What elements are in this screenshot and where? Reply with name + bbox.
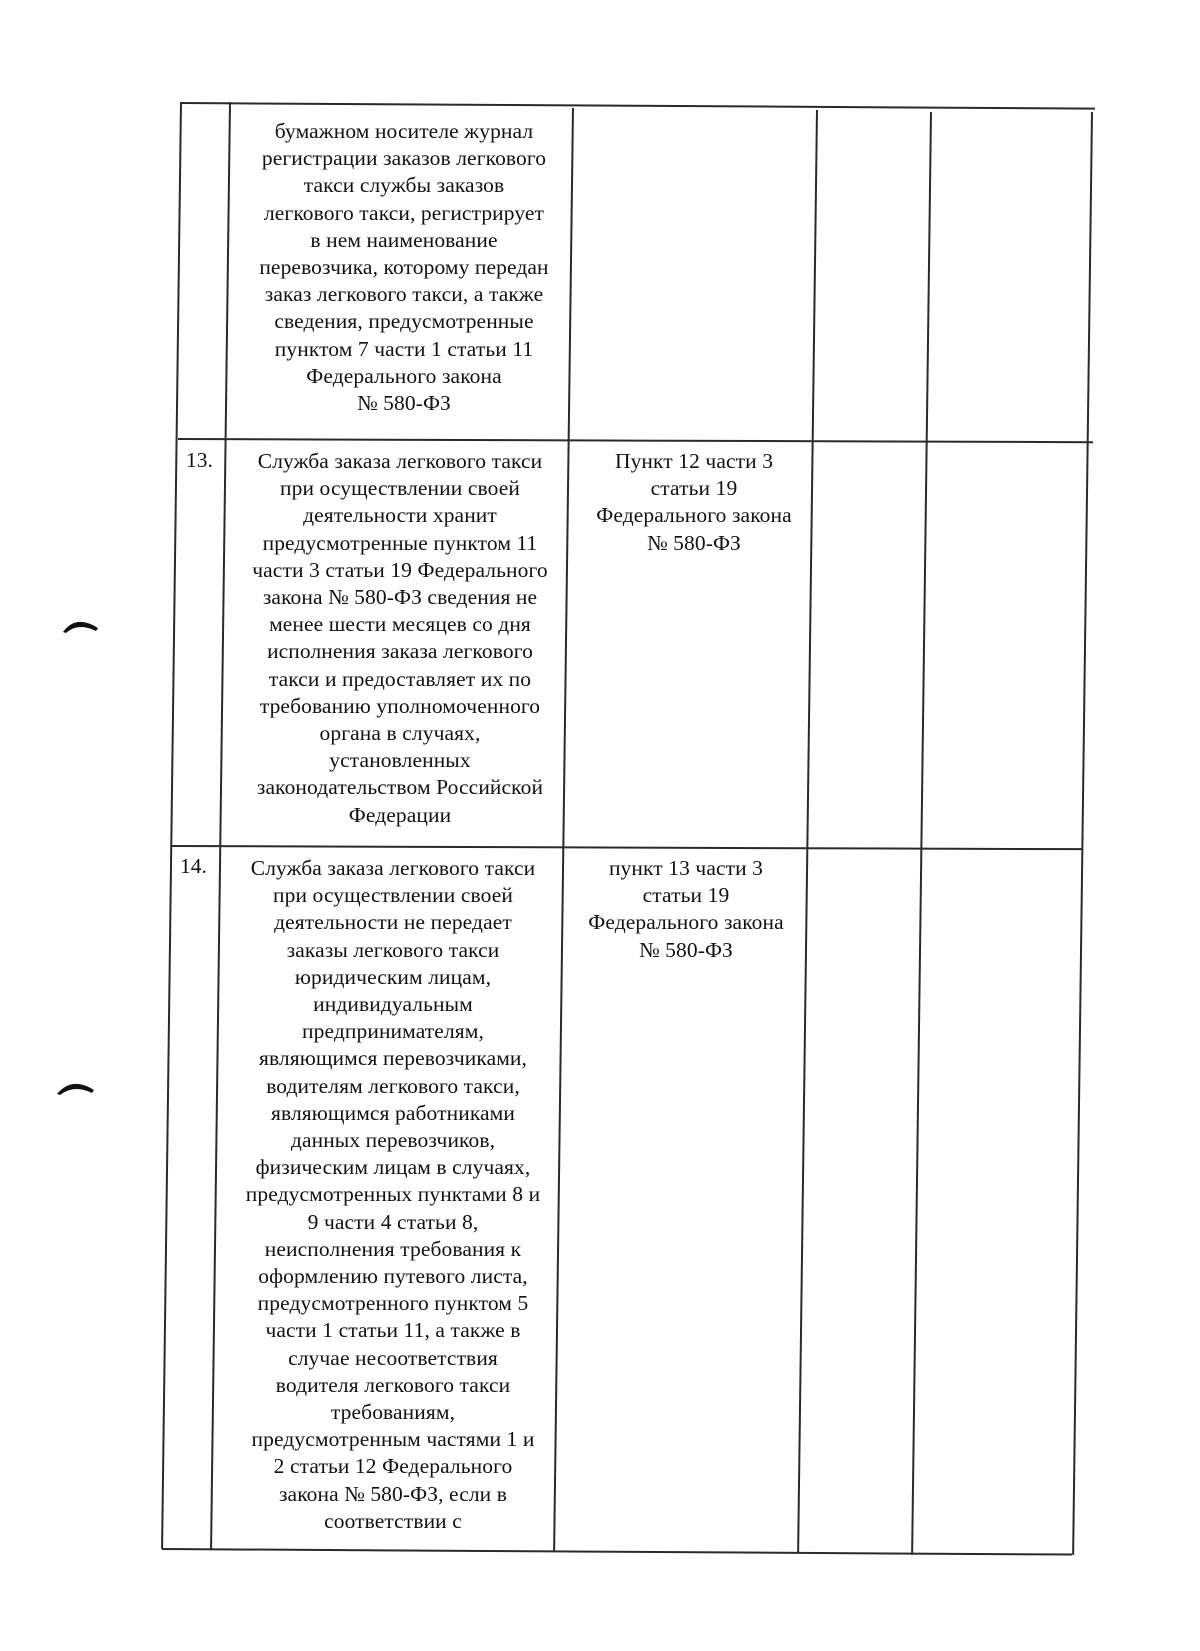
row-13-reference — [574, 448, 814, 557]
text-line: установленных — [329, 748, 471, 773]
text-line: Федерации — [348, 802, 452, 827]
row-14-reference — [566, 855, 806, 964]
column-rule-1 — [161, 102, 182, 1549]
text-line: законодательством Российской — [256, 775, 544, 800]
text-line: предпринимателям, — [302, 1019, 484, 1044]
text-line: бумажном носителе журнал — [274, 119, 534, 143]
text-line: пунктом 7 части 1 статьи 11 — [274, 336, 534, 361]
text-line: органа в случаях, — [319, 721, 481, 746]
text-line: неисполнения требования к — [264, 1236, 522, 1261]
table-border-bottom — [162, 1548, 1072, 1555]
text-line: случае несоответствия — [288, 1345, 498, 1370]
column-rule-6 — [1072, 112, 1092, 1555]
text-line: оформлению путевого листа, — [258, 1264, 528, 1289]
text-line: регистрации заказов легкового — [261, 146, 547, 171]
text-line: закона № 580-ФЗ сведения не — [262, 585, 538, 610]
text-line: сведения, предусмотренные — [274, 309, 534, 334]
row-divider-13 — [178, 438, 1093, 443]
text-line: пункт 13 части 3 — [608, 856, 764, 880]
text-line: части 1 статьи 11, а также в — [265, 1318, 521, 1343]
text-line: перевозчика, которому передан — [259, 255, 549, 280]
punch-hole-mark-upper — [62, 612, 100, 634]
text-line: водителя легкового такси — [275, 1372, 511, 1397]
text-line: при осуществлении своей — [273, 883, 513, 908]
text-line: являющимся работниками — [271, 1100, 515, 1125]
text-line: статьи 19 — [642, 883, 730, 908]
text-line: Федерального закона — [596, 503, 792, 528]
row-number-13: 13. — [186, 448, 213, 472]
table-border-top — [181, 102, 1095, 109]
row-1-requirement — [235, 118, 573, 417]
text-line: такси службы заказов — [303, 173, 505, 198]
text-line: легкового такси, регистрирует — [263, 200, 545, 225]
text-line: закона № 580-ФЗ, если в — [278, 1481, 508, 1506]
text-line: № 580-ФЗ — [357, 391, 451, 416]
text-line: соответствии с — [324, 1508, 462, 1533]
column-rule-4 — [797, 110, 817, 1553]
text-line: заказ легкового такси, а также — [264, 282, 544, 307]
row-number-14: 14. — [180, 854, 207, 878]
text-line: предусмотренные пунктом 11 — [262, 530, 538, 555]
punch-hole-mark-lower — [56, 1074, 96, 1096]
text-line: № 580-ФЗ — [647, 530, 741, 555]
text-line: требованиям, — [330, 1400, 456, 1425]
text-line: заказы легкового такси — [286, 937, 500, 962]
text-line: предусмотренных пунктами 8 и — [245, 1182, 541, 1207]
text-line: 2 статьи 12 Федерального — [273, 1454, 513, 1479]
text-line: части 3 статьи 19 Федерального — [252, 557, 548, 582]
text-line: Служба заказа легкового такси — [257, 449, 543, 473]
text-line: исполнения заказа легкового — [267, 639, 533, 664]
text-line: являющимся перевозчиками, — [258, 1046, 528, 1071]
text-line: данных перевозчиков, — [290, 1128, 496, 1153]
text-line: Пункт 12 части 3 — [614, 449, 774, 473]
text-line: предусмотренным частями 1 и — [251, 1427, 535, 1452]
row-divider-14 — [171, 845, 1083, 850]
text-line: менее шести месяцев со дня — [269, 612, 531, 637]
column-rule-5 — [911, 112, 931, 1555]
text-line: 9 части 4 статьи 8, — [307, 1209, 479, 1234]
text-line: в нем наименование — [310, 227, 498, 252]
text-line: при осуществлении своей — [280, 476, 520, 501]
text-line: Федерального закона — [588, 910, 784, 935]
text-line: деятельности не передает — [274, 910, 512, 935]
text-line: индивидуальным — [313, 992, 473, 1017]
text-line: физическим лицам в случаях, — [255, 1155, 531, 1180]
text-line: предусмотренного пунктом 5 — [257, 1291, 529, 1316]
text-line: водителям легкового такси, — [266, 1073, 520, 1098]
row-13-requirement — [231, 448, 569, 829]
text-line: юридическим лицам, — [294, 964, 492, 989]
text-line: Служба заказа легкового такси — [250, 856, 536, 880]
text-line: деятельности хранит — [303, 503, 497, 528]
text-line: статьи 19 — [650, 476, 738, 501]
text-line: № 580-ФЗ — [639, 937, 733, 962]
text-line: Федерального закона — [306, 363, 502, 388]
text-line: требованию уполномоченного — [259, 693, 541, 718]
text-line: такси и предоставляет их по — [268, 666, 532, 691]
row-14-requirement — [224, 855, 562, 1535]
